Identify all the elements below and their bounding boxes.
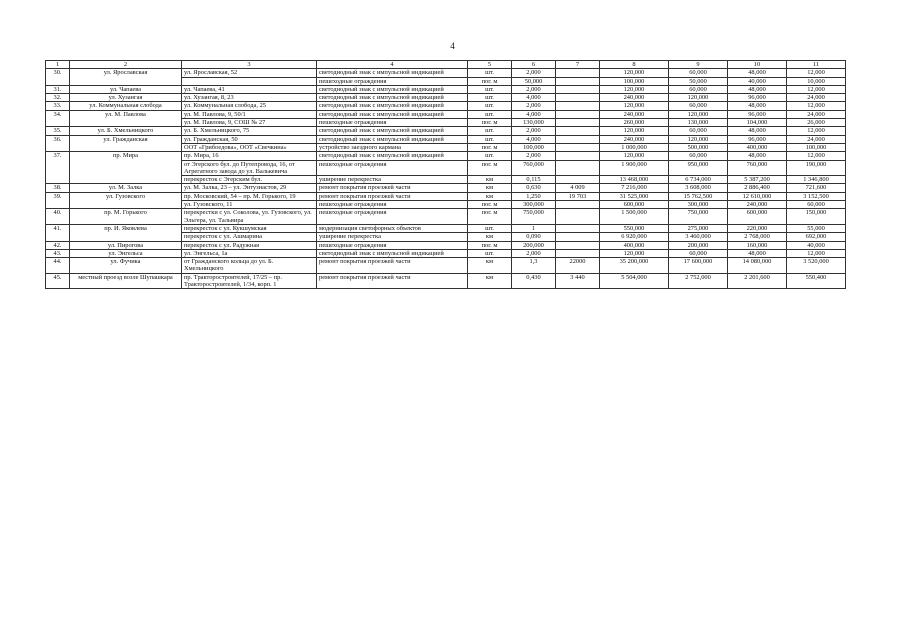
row-number-cell: 40. [46, 209, 70, 225]
unit-cell: шт. [468, 224, 512, 232]
total-cost-cell: 240,000 [600, 94, 669, 102]
cost-cell-11: 12,000 [787, 127, 846, 135]
object-cell: перекресток с ул. Кукшумская [182, 224, 317, 232]
row-number-cell: 39. [46, 192, 70, 209]
area-cell [556, 77, 600, 85]
unit-cell: пог. м [468, 209, 512, 225]
unit-cell: пог. м [468, 77, 512, 85]
quantity-cell: 4,000 [512, 135, 556, 143]
total-cost-cell: 1 500,000 [600, 209, 669, 225]
area-cell [556, 135, 600, 143]
cost-cell-11: 26,000 [787, 119, 846, 127]
area-cell [556, 94, 600, 102]
object-cell: ул. М. Залка, 23 – ул. Энтузиастов, 29 [182, 184, 317, 192]
work-type-cell: пешеходные ограждения [317, 201, 468, 209]
quantity-cell: 750,000 [512, 209, 556, 225]
row-number-cell: 32. [46, 94, 70, 102]
object-cell: ул. Энгельса, 1а [182, 249, 317, 257]
cost-cell-9: 2 752,000 [669, 273, 728, 289]
total-cost-cell: 120,000 [600, 69, 669, 77]
cost-cell-11: 24,000 [787, 135, 846, 143]
object-cell: ул. Гузовского, 11 [182, 201, 317, 209]
work-type-cell: светодиодный знак с импульсной индикацией [317, 152, 468, 160]
street-cell: ул. Пирогова [70, 241, 182, 249]
work-type-cell: светодиодный знак с импульсной индикацией [317, 85, 468, 93]
object-cell: пр. Мира, 16 [182, 152, 317, 160]
cost-cell-9: 200,000 [669, 241, 728, 249]
area-cell: 4 009 [556, 184, 600, 192]
area-cell [556, 119, 600, 127]
cost-cell-10: 2 768,000 [728, 233, 787, 241]
street-cell: пр. Мира [70, 152, 182, 184]
cost-cell-10: 48,000 [728, 152, 787, 160]
object-cell: от Эгерского бул. до Путепровода, 16, от Агрегатного завода до ул. Валькевича [182, 160, 317, 176]
header-cell: 4 [317, 61, 468, 69]
cost-cell-10: 600,000 [728, 209, 787, 225]
work-type-cell: ремонт покрытия проезжей части [317, 192, 468, 200]
total-cost-cell: 1 000,000 [600, 143, 669, 151]
cost-cell-9: 500,000 [669, 143, 728, 151]
header-cell: 7 [556, 61, 600, 69]
total-cost-cell: 100,000 [600, 77, 669, 85]
cost-cell-9: 60,000 [669, 85, 728, 93]
unit-cell: пог. м [468, 201, 512, 209]
work-type-cell: светодиодный знак с импульсной индикацией [317, 135, 468, 143]
area-cell [556, 176, 600, 184]
unit-cell: пог. м [468, 241, 512, 249]
row-number-cell: 37. [46, 152, 70, 184]
area-cell [556, 143, 600, 151]
cost-cell-10: 240,000 [728, 201, 787, 209]
object-cell: ул. Ярославская, 52 [182, 69, 317, 77]
header-cell: 10 [728, 61, 787, 69]
unit-cell: км [468, 273, 512, 289]
cost-cell-10: 760,000 [728, 160, 787, 176]
cost-cell-11: 100,000 [787, 143, 846, 151]
work-type-cell: пешеходные ограждения [317, 160, 468, 176]
row-number-cell: 34. [46, 110, 70, 127]
table-row [46, 224, 846, 232]
area-cell [556, 249, 600, 257]
cost-cell-9: 60,000 [669, 69, 728, 77]
table-row [46, 241, 846, 249]
table-row [46, 127, 846, 135]
total-cost-cell: 120,000 [600, 249, 669, 257]
table-row [46, 258, 846, 274]
area-cell: 22000 [556, 258, 600, 274]
work-type-cell: светодиодный знак с импульсной индикацией [317, 102, 468, 110]
cost-cell-10: 48,000 [728, 85, 787, 93]
cost-cell-11: 12,000 [787, 69, 846, 77]
table-row [46, 110, 846, 118]
row-number-cell: 33. [46, 102, 70, 110]
unit-cell: шт. [468, 110, 512, 118]
street-cell: ул. Коммунальная слобода [70, 102, 182, 110]
street-cell: пр. М. Горького [70, 209, 182, 225]
row-number-cell: 43. [46, 249, 70, 257]
header-cell: 2 [70, 61, 182, 69]
row-number-cell: 31. [46, 85, 70, 93]
cost-cell-9: 60,000 [669, 127, 728, 135]
area-cell [556, 160, 600, 176]
quantity-cell: 1,3 [512, 258, 556, 274]
object-cell: перекресток с ул. Радужная [182, 241, 317, 249]
quantity-cell: 2,000 [512, 69, 556, 77]
street-cell: ул. Б. Хмельницкого [70, 127, 182, 135]
cost-cell-10: 14 080,000 [728, 258, 787, 274]
total-cost-cell: 7 216,000 [600, 184, 669, 192]
unit-cell: км [468, 184, 512, 192]
cost-cell-9: 120,000 [669, 94, 728, 102]
unit-cell: шт. [468, 127, 512, 135]
object-cell: ООТ «Грибоедова», ООТ «Свечкина» [182, 143, 317, 151]
table-row [46, 152, 846, 160]
object-cell: пр. Московский, 54 – пр. М. Горького, 19 [182, 192, 317, 200]
cost-cell-10: 104,000 [728, 119, 787, 127]
quantity-cell: 200,000 [512, 241, 556, 249]
row-number-cell: 41. [46, 224, 70, 241]
street-cell: пр. И. Яковлева [70, 224, 182, 241]
table-header-row [46, 61, 846, 69]
work-type-cell: модернизация светофорных объектов [317, 224, 468, 232]
cost-cell-9: 275,000 [669, 224, 728, 232]
cost-cell-11: 55,000 [787, 224, 846, 232]
cost-cell-10: 12 610,000 [728, 192, 787, 200]
quantity-cell: 0,630 [512, 184, 556, 192]
street-cell: ул. Ярославская [70, 69, 182, 86]
quantity-cell: 0,115 [512, 176, 556, 184]
quantity-cell: 1,250 [512, 192, 556, 200]
cost-cell-10: 48,000 [728, 127, 787, 135]
cost-cell-11: 12,000 [787, 152, 846, 160]
cost-cell-9: 17 600,000 [669, 258, 728, 274]
cost-cell-9: 130,000 [669, 119, 728, 127]
unit-cell: пог. м [468, 119, 512, 127]
object-cell: перекресток с Эгерским бул. [182, 176, 317, 184]
street-cell: ул. Энгельса [70, 249, 182, 257]
header-cell: 9 [669, 61, 728, 69]
work-type-cell: устройство заездного кармана [317, 143, 468, 151]
table-row [46, 69, 846, 77]
total-cost-cell: 31 525,000 [600, 192, 669, 200]
total-cost-cell: 550,000 [600, 224, 669, 232]
object-cell: ул. Чапаева, 41 [182, 85, 317, 93]
cost-cell-11: 1 346,800 [787, 176, 846, 184]
object-cell: ул. Коммунальная слобода, 25 [182, 102, 317, 110]
page-number: 4 [450, 41, 455, 51]
row-number-cell: 42. [46, 241, 70, 249]
total-cost-cell: 5 504,000 [600, 273, 669, 289]
cost-cell-11: 12,000 [787, 85, 846, 93]
area-cell [556, 209, 600, 225]
cost-cell-9: 60,000 [669, 249, 728, 257]
area-cell [556, 201, 600, 209]
unit-cell: пог. м [468, 160, 512, 176]
quantity-cell: 50,000 [512, 77, 556, 85]
unit-cell: км [468, 176, 512, 184]
unit-cell: км [468, 233, 512, 241]
cost-cell-11: 692,000 [787, 233, 846, 241]
street-cell: ул. М. Залка [70, 184, 182, 192]
object-cell: ул. М. Павлова, 9, СОШ № 27 [182, 119, 317, 127]
header-cell: 8 [600, 61, 669, 69]
total-cost-cell: 6 920,000 [600, 233, 669, 241]
cost-cell-11: 550,400 [787, 273, 846, 289]
table-row [46, 94, 846, 102]
row-number-cell: 30. [46, 69, 70, 86]
table-row [46, 209, 846, 225]
cost-cell-9: 300,000 [669, 201, 728, 209]
quantity-cell: 0,090 [512, 233, 556, 241]
area-cell [556, 127, 600, 135]
work-type-cell: пешеходные ограждения [317, 77, 468, 85]
header-cell: 6 [512, 61, 556, 69]
header-cell: 3 [182, 61, 317, 69]
work-type-cell: ремонт покрытия проезжей части [317, 184, 468, 192]
work-type-cell: светодиодный знак с импульсной индикацией [317, 127, 468, 135]
cost-cell-11: 12,000 [787, 102, 846, 110]
object-cell: ул. М. Павлова, 9, 50/1 [182, 110, 317, 118]
table-row [46, 273, 846, 289]
cost-cell-11: 10,000 [787, 77, 846, 85]
cost-cell-10: 48,000 [728, 102, 787, 110]
row-number-cell: 45. [46, 273, 70, 289]
total-cost-cell: 600,000 [600, 201, 669, 209]
quantity-cell: 4,000 [512, 94, 556, 102]
quantity-cell: 2,000 [512, 152, 556, 160]
cost-cell-11: 40,000 [787, 241, 846, 249]
quantity-cell: 0,430 [512, 273, 556, 289]
unit-cell: шт. [468, 94, 512, 102]
object-cell: ул. Хузангая, 8, 23 [182, 94, 317, 102]
row-number-cell: 35. [46, 127, 70, 135]
cost-cell-10: 160,000 [728, 241, 787, 249]
object-cell: пр. Тракторостроителей, 17/25 – пр. Тракторостроителей, 1/34, корп. 1 [182, 273, 317, 289]
quantity-cell: 1 [512, 224, 556, 232]
total-cost-cell: 120,000 [600, 102, 669, 110]
unit-cell: шт. [468, 135, 512, 143]
unit-cell: пог. м [468, 143, 512, 151]
cost-cell-11: 24,000 [787, 110, 846, 118]
object-cell [182, 77, 317, 85]
area-cell [556, 152, 600, 160]
cost-cell-9: 750,000 [669, 209, 728, 225]
quantity-cell: 2,000 [512, 127, 556, 135]
area-cell [556, 85, 600, 93]
cost-cell-11: 3 152,500 [787, 192, 846, 200]
cost-cell-10: 96,000 [728, 135, 787, 143]
work-type-cell: пешеходные ограждения [317, 209, 468, 225]
cost-cell-9: 15 762,500 [669, 192, 728, 200]
cost-cell-10: 2 886,400 [728, 184, 787, 192]
total-cost-cell: 1 900,000 [600, 160, 669, 176]
cost-cell-11: 60,000 [787, 201, 846, 209]
cost-cell-9: 50,000 [669, 77, 728, 85]
cost-cell-9: 60,000 [669, 152, 728, 160]
cost-cell-9: 60,000 [669, 102, 728, 110]
cost-cell-10: 5 387,200 [728, 176, 787, 184]
table-row [46, 184, 846, 192]
unit-cell: шт. [468, 85, 512, 93]
area-cell: 19 703 [556, 192, 600, 200]
header-cell: 5 [468, 61, 512, 69]
table-row [46, 102, 846, 110]
total-cost-cell: 260,000 [600, 119, 669, 127]
cost-cell-9: 3 460,000 [669, 233, 728, 241]
unit-cell: км [468, 192, 512, 200]
unit-cell: шт. [468, 152, 512, 160]
cost-cell-10: 400,000 [728, 143, 787, 151]
unit-cell: шт. [468, 69, 512, 77]
header-cell: 1 [46, 61, 70, 69]
table-row [46, 192, 846, 200]
cost-cell-10: 96,000 [728, 110, 787, 118]
area-cell [556, 224, 600, 232]
quantity-cell: 4,000 [512, 110, 556, 118]
cost-cell-11: 12,000 [787, 249, 846, 257]
cost-cell-10: 40,000 [728, 77, 787, 85]
object-cell: перекресток с ул. Ашмарина [182, 233, 317, 241]
street-cell: ул. Гражданская [70, 135, 182, 152]
street-cell: ул. Гузовского [70, 192, 182, 209]
cost-cell-10: 96,000 [728, 94, 787, 102]
work-type-cell: светодиодный знак с импульсной индикацией [317, 69, 468, 77]
object-cell: перекрестки с ул. Соколова, ул. Гузовского, ул. Эльгера, ул. Тальвира [182, 209, 317, 225]
cost-cell-10: 2 201,600 [728, 273, 787, 289]
work-type-cell: уширение перекрестка [317, 176, 468, 184]
unit-cell: шт. [468, 249, 512, 257]
cost-cell-9: 120,000 [669, 135, 728, 143]
total-cost-cell: 120,000 [600, 127, 669, 135]
work-type-cell: пешеходные ограждения [317, 119, 468, 127]
cost-cell-11: 190,000 [787, 160, 846, 176]
cost-cell-11: 24,000 [787, 94, 846, 102]
street-cell: ул. Хузангая [70, 94, 182, 102]
table-row [46, 249, 846, 257]
table-row [46, 135, 846, 143]
quantity-cell: 760,000 [512, 160, 556, 176]
header-cell: 11 [787, 61, 846, 69]
quantity-cell: 2,000 [512, 85, 556, 93]
cost-cell-10: 48,000 [728, 69, 787, 77]
row-number-cell: 36. [46, 135, 70, 152]
table-row [46, 85, 846, 93]
area-cell [556, 241, 600, 249]
object-cell: ул. Гражданская, 50 [182, 135, 317, 143]
row-number-cell: 38. [46, 184, 70, 192]
street-cell: ул. Фучика [70, 258, 182, 274]
total-cost-cell: 13 468,000 [600, 176, 669, 184]
unit-cell: шт. [468, 102, 512, 110]
cost-cell-10: 220,000 [728, 224, 787, 232]
cost-cell-11: 150,000 [787, 209, 846, 225]
cost-cell-9: 950,000 [669, 160, 728, 176]
total-cost-cell: 240,000 [600, 110, 669, 118]
street-cell: ул. Чапаева [70, 85, 182, 93]
work-type-cell: пешеходные ограждения [317, 241, 468, 249]
work-type-cell: ремонт покрытия проезжей части [317, 273, 468, 289]
area-cell [556, 110, 600, 118]
area-cell [556, 102, 600, 110]
row-number-cell: 44. [46, 258, 70, 274]
total-cost-cell: 120,000 [600, 152, 669, 160]
total-cost-cell: 240,000 [600, 135, 669, 143]
work-type-cell: светодиодный знак с импульсной индикацией [317, 94, 468, 102]
object-cell: ул. Б. Хмельницкого, 75 [182, 127, 317, 135]
total-cost-cell: 120,000 [600, 85, 669, 93]
total-cost-cell: 35 200,000 [600, 258, 669, 274]
cost-cell-9: 120,000 [669, 110, 728, 118]
quantity-cell: 130,000 [512, 119, 556, 127]
work-type-cell: ремонт покрытия проезжей части [317, 258, 468, 274]
area-cell [556, 69, 600, 77]
work-type-cell: светодиодный знак с импульсной индикацией [317, 110, 468, 118]
cost-cell-11: 3 520,000 [787, 258, 846, 274]
street-cell: ул. М. Павлова [70, 110, 182, 127]
cost-cell-9: 3 608,000 [669, 184, 728, 192]
object-cell: от Гражданского кольца до ул. Б. Хмельницкого [182, 258, 317, 274]
quantity-cell: 2,000 [512, 102, 556, 110]
work-type-cell: уширение перекрестка [317, 233, 468, 241]
work-type-cell: светодиодный знак с импульсной индикацией [317, 249, 468, 257]
cost-cell-10: 48,000 [728, 249, 787, 257]
quantity-cell: 100,000 [512, 143, 556, 151]
quantity-cell: 2,000 [512, 249, 556, 257]
total-cost-cell: 400,000 [600, 241, 669, 249]
cost-cell-9: 6 734,000 [669, 176, 728, 184]
data-table [45, 60, 846, 289]
area-cell [556, 233, 600, 241]
cost-cell-11: 721,600 [787, 184, 846, 192]
area-cell: 3 440 [556, 273, 600, 289]
unit-cell: км [468, 258, 512, 274]
quantity-cell: 300,000 [512, 201, 556, 209]
street-cell: местный проезд возле Шупашкара [70, 273, 182, 289]
